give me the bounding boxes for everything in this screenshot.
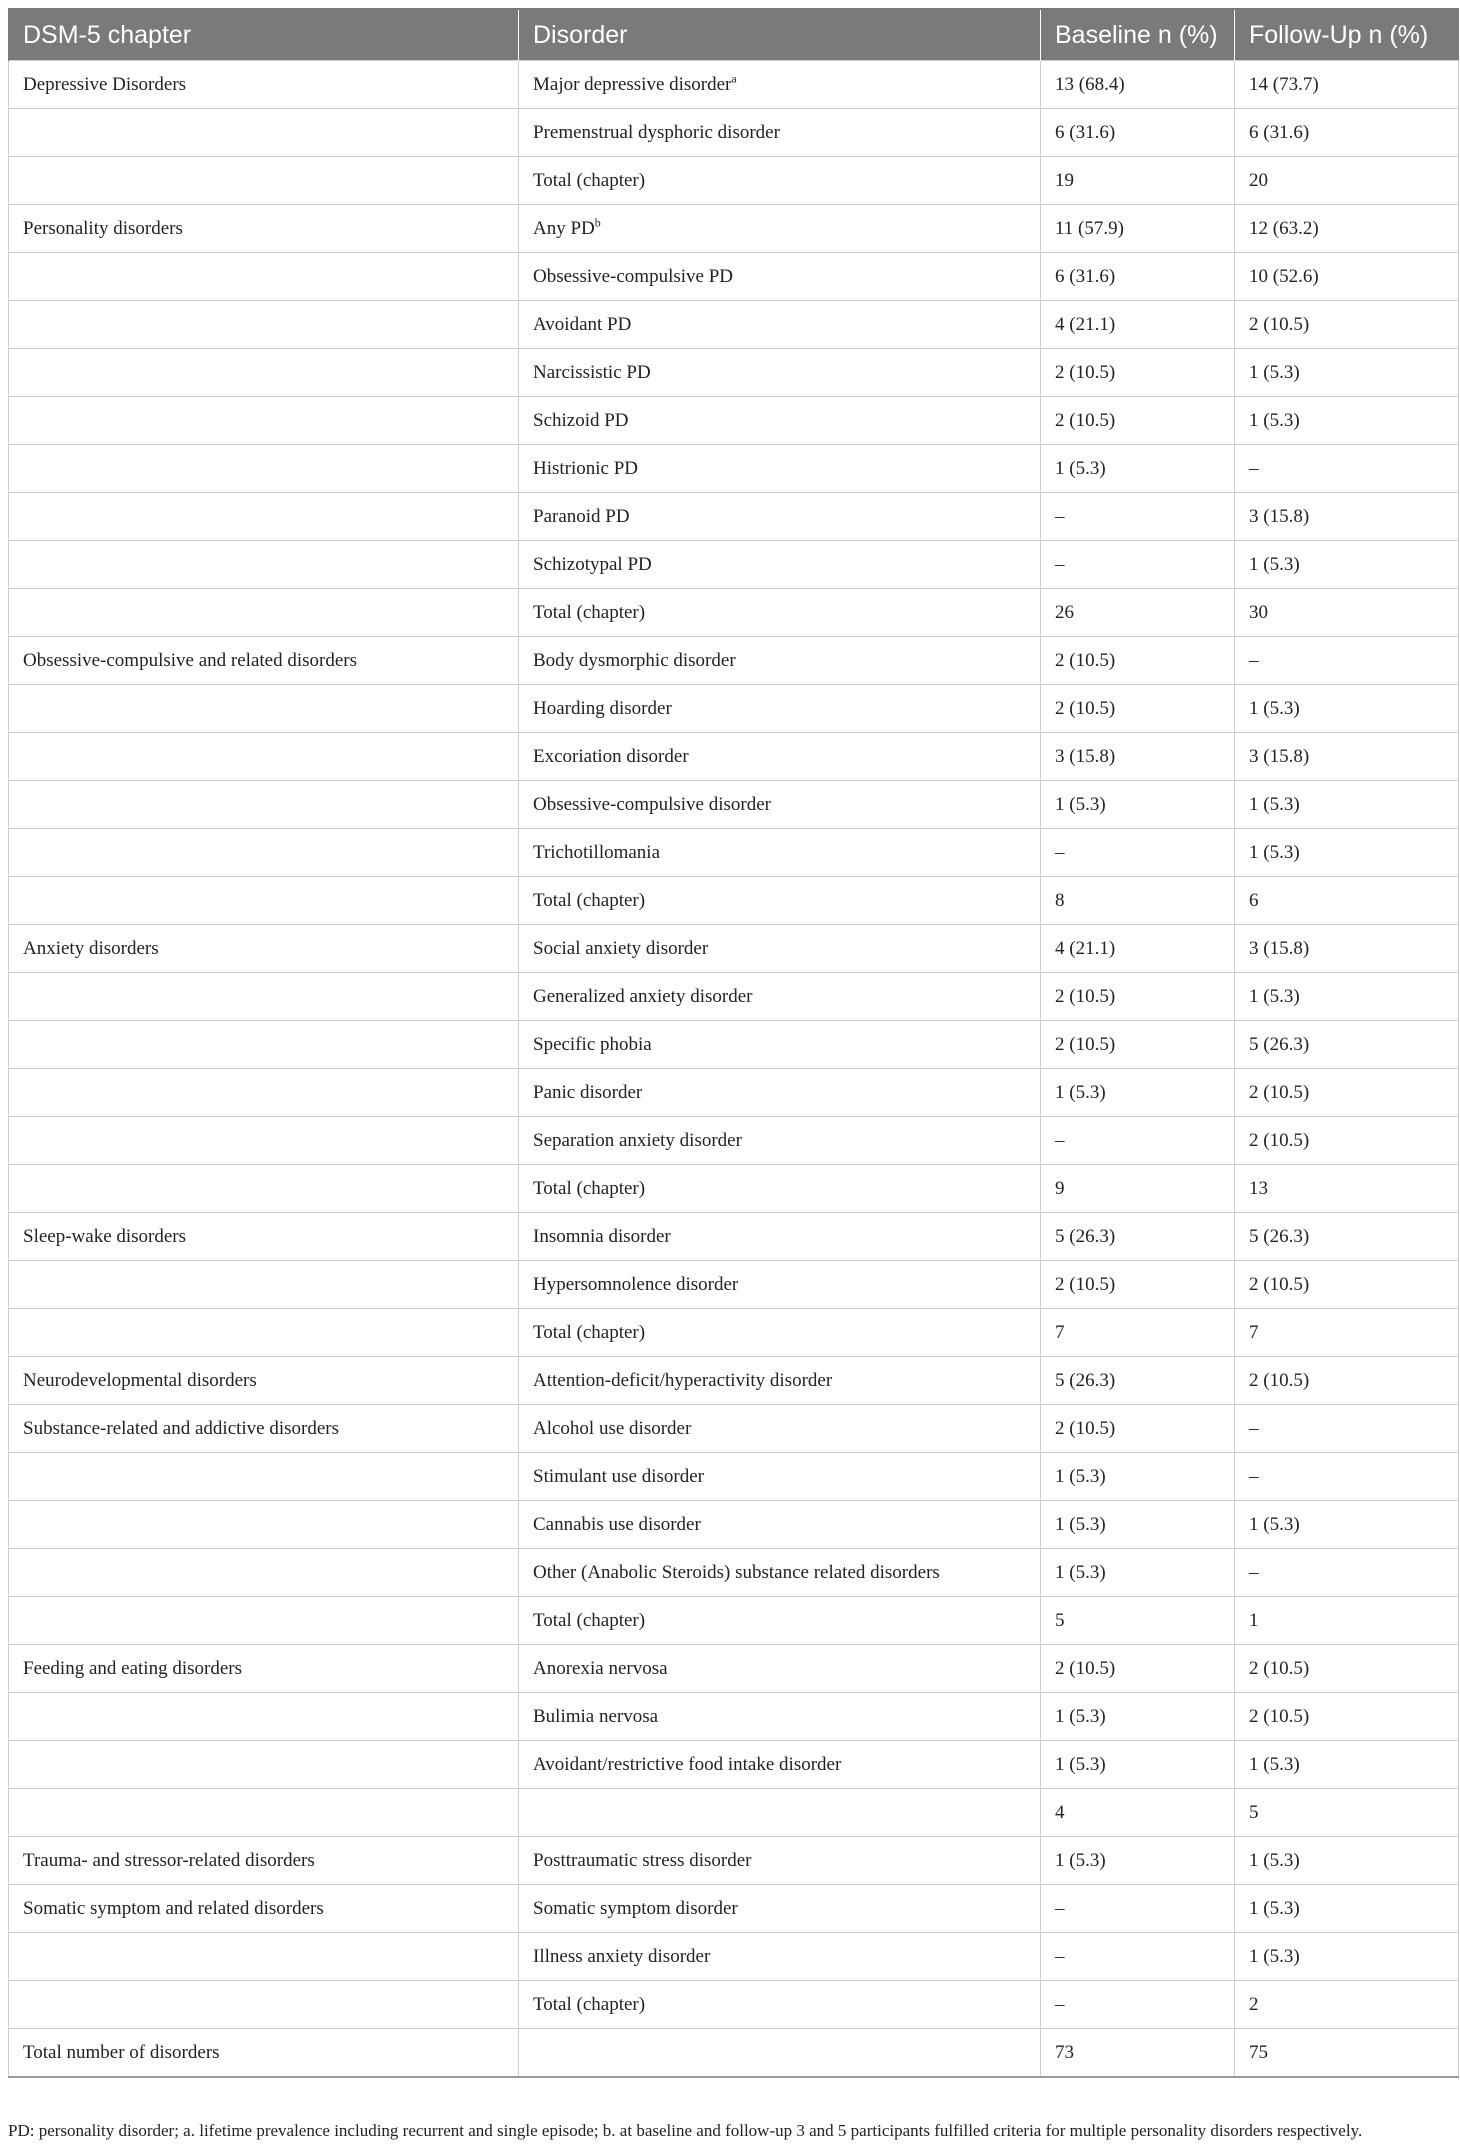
cell-baseline: 1 (5.3)	[1041, 1741, 1235, 1789]
table-row	[9, 829, 1459, 877]
table-row	[9, 109, 1459, 157]
disorder-name: Posttraumatic stress disorder	[533, 1849, 752, 1871]
cell-disorder	[519, 733, 1041, 781]
cell-disorder	[519, 1309, 1041, 1357]
disorder-name: Avoidant/restrictive food intake disorder	[533, 1753, 842, 1775]
disorder-name: Trichotillomania	[533, 841, 661, 863]
footnote-marker: b	[594, 215, 601, 230]
cell-follow-up: 6	[1235, 877, 1459, 925]
table-row	[9, 1453, 1459, 1501]
cell-chapter: Sleep-wake disorders	[9, 1213, 519, 1261]
cell-disorder	[519, 253, 1041, 301]
disorder-name: Illness anxiety disorder	[533, 1945, 711, 1967]
cell-disorder	[519, 1981, 1041, 2029]
cell-baseline: –	[1041, 1981, 1235, 2029]
table-row	[9, 1357, 1459, 1405]
cell-follow-up: –	[1235, 1549, 1459, 1597]
cell-baseline: –	[1041, 493, 1235, 541]
table-row	[9, 493, 1459, 541]
cell-baseline: 2 (10.5)	[1041, 1261, 1235, 1309]
cell-baseline: –	[1041, 1117, 1235, 1165]
cell-disorder	[519, 1693, 1041, 1741]
table-header-row	[9, 9, 1459, 61]
cell-disorder	[519, 1645, 1041, 1693]
cell-baseline: 19	[1041, 157, 1235, 205]
cell-baseline: 4 (21.1)	[1041, 925, 1235, 973]
cell-follow-up: –	[1235, 1453, 1459, 1501]
cell-follow-up: 5	[1235, 1789, 1459, 1837]
cell-follow-up: 2 (10.5)	[1235, 1645, 1459, 1693]
table-row	[9, 1165, 1459, 1213]
cell-chapter: Substance-related and addictive disorders	[9, 1405, 519, 1453]
cell-chapter	[9, 1549, 519, 1597]
table-row	[9, 445, 1459, 493]
cell-baseline: 1 (5.3)	[1041, 1693, 1235, 1741]
cell-follow-up: 5 (26.3)	[1235, 1213, 1459, 1261]
cell-baseline: 1 (5.3)	[1041, 1549, 1235, 1597]
cell-chapter	[9, 397, 519, 445]
disorder-name: Insomnia disorder	[533, 1225, 671, 1247]
cell-baseline: 2 (10.5)	[1041, 397, 1235, 445]
table-row	[9, 781, 1459, 829]
cell-baseline: 2 (10.5)	[1041, 1645, 1235, 1693]
cell-chapter	[9, 157, 519, 205]
cell-follow-up: 1 (5.3)	[1235, 349, 1459, 397]
disorder-name: Panic disorder	[533, 1081, 643, 1103]
cell-baseline: 1 (5.3)	[1041, 445, 1235, 493]
cell-disorder	[519, 301, 1041, 349]
cell-chapter	[9, 1453, 519, 1501]
disorder-name: Hoarding disorder	[533, 697, 672, 719]
table-row	[9, 1837, 1459, 1885]
disorder-name: Major depressive disorder	[533, 73, 732, 95]
cell-baseline: –	[1041, 829, 1235, 877]
cell-chapter	[9, 1165, 519, 1213]
header-follow-up: Follow-Up n (%)	[1235, 9, 1459, 61]
cell-follow-up: 2 (10.5)	[1235, 1069, 1459, 1117]
cell-chapter	[9, 829, 519, 877]
cell-follow-up: 2 (10.5)	[1235, 301, 1459, 349]
cell-follow-up: 1 (5.3)	[1235, 1837, 1459, 1885]
table-body	[9, 61, 1459, 2078]
cell-chapter: Somatic symptom and related disorders	[9, 1885, 519, 1933]
cell-baseline: 2 (10.5)	[1041, 1021, 1235, 1069]
cell-disorder	[519, 1069, 1041, 1117]
table-row	[9, 1549, 1459, 1597]
cell-disorder	[519, 493, 1041, 541]
cell-disorder	[519, 1021, 1041, 1069]
cell-disorder	[519, 1453, 1041, 1501]
cell-follow-up: 2	[1235, 1981, 1459, 2029]
cell-follow-up: 1 (5.3)	[1235, 1885, 1459, 1933]
cell-chapter: Depressive Disorders	[9, 61, 519, 109]
cell-follow-up: 1 (5.3)	[1235, 829, 1459, 877]
disorder-name: Hypersomnolence disorder	[533, 1273, 739, 1295]
cell-chapter	[9, 733, 519, 781]
table-row	[9, 1645, 1459, 1693]
cell-follow-up: 1 (5.3)	[1235, 1501, 1459, 1549]
cell-baseline: 13 (68.4)	[1041, 61, 1235, 109]
cell-chapter	[9, 493, 519, 541]
cell-follow-up: 7	[1235, 1309, 1459, 1357]
disorder-name: Obsessive-compulsive disorder	[533, 793, 771, 815]
cell-disorder	[519, 349, 1041, 397]
table-row	[9, 1597, 1459, 1645]
disorder-name: Other (Anabolic Steroids) substance related disorders	[533, 1561, 940, 1583]
table-row	[9, 637, 1459, 685]
cell-follow-up: 2 (10.5)	[1235, 1693, 1459, 1741]
cell-baseline: 2 (10.5)	[1041, 349, 1235, 397]
disorder-name: Body dysmorphic disorder	[533, 649, 736, 671]
cell-chapter: Obsessive-compulsive and related disorders	[9, 637, 519, 685]
disorder-name: Total (chapter)	[533, 1993, 646, 2015]
cell-disorder	[519, 1357, 1041, 1405]
cell-chapter: Neurodevelopmental disorders	[9, 1357, 519, 1405]
cell-disorder	[519, 1501, 1041, 1549]
cell-disorder	[519, 925, 1041, 973]
table-row	[9, 1405, 1459, 1453]
cell-baseline: 2 (10.5)	[1041, 973, 1235, 1021]
cell-disorder	[519, 541, 1041, 589]
cell-disorder	[519, 781, 1041, 829]
table-row	[9, 1309, 1459, 1357]
cell-baseline: 1 (5.3)	[1041, 1453, 1235, 1501]
cell-chapter	[9, 1261, 519, 1309]
cell-disorder	[519, 205, 1041, 253]
table-row	[9, 1885, 1459, 1933]
disorder-name: Separation anxiety disorder	[533, 1129, 742, 1151]
cell-baseline: 11 (57.9)	[1041, 205, 1235, 253]
table-row	[9, 1789, 1459, 1837]
cell-follow-up: 1	[1235, 1597, 1459, 1645]
cell-baseline: 1 (5.3)	[1041, 1069, 1235, 1117]
cell-chapter	[9, 1021, 519, 1069]
cell-baseline: 7	[1041, 1309, 1235, 1357]
cell-follow-up: 30	[1235, 589, 1459, 637]
cell-baseline: 3 (15.8)	[1041, 733, 1235, 781]
cell-disorder	[519, 1549, 1041, 1597]
cell-disorder	[519, 973, 1041, 1021]
disorders-table	[8, 8, 1459, 2078]
disorder-name: Total (chapter)	[533, 1177, 646, 1199]
disorder-name: Total (chapter)	[533, 889, 646, 911]
disorder-name: Social anxiety disorder	[533, 937, 709, 959]
cell-chapter	[9, 1309, 519, 1357]
cell-follow-up: 75	[1235, 2029, 1459, 2078]
disorder-name: Obsessive-compulsive PD	[533, 265, 734, 287]
table-row	[9, 1021, 1459, 1069]
cell-follow-up: 1 (5.3)	[1235, 685, 1459, 733]
cell-baseline: –	[1041, 541, 1235, 589]
cell-disorder	[519, 1933, 1041, 1981]
cell-disorder	[519, 1789, 1041, 1837]
cell-chapter	[9, 253, 519, 301]
cell-disorder	[519, 157, 1041, 205]
cell-follow-up: 1 (5.3)	[1235, 973, 1459, 1021]
disorder-name: Total (chapter)	[533, 1321, 646, 1343]
disorder-name: Paranoid PD	[533, 505, 630, 527]
cell-baseline: 6 (31.6)	[1041, 109, 1235, 157]
table-row	[9, 1501, 1459, 1549]
table-row	[9, 589, 1459, 637]
cell-disorder	[519, 61, 1041, 109]
disorder-name: Total (chapter)	[533, 169, 646, 191]
disorder-name: Excoriation disorder	[533, 745, 689, 767]
cell-follow-up: 1 (5.3)	[1235, 1933, 1459, 1981]
cell-chapter	[9, 109, 519, 157]
table-row	[9, 1213, 1459, 1261]
cell-chapter	[9, 685, 519, 733]
cell-disorder	[519, 1885, 1041, 1933]
table-row	[9, 1741, 1459, 1789]
disorder-name: Bulimia nervosa	[533, 1705, 659, 1727]
disorder-name: Specific phobia	[533, 1033, 652, 1055]
cell-disorder	[519, 877, 1041, 925]
table-row	[9, 925, 1459, 973]
cell-follow-up: 10 (52.6)	[1235, 253, 1459, 301]
cell-follow-up: 2 (10.5)	[1235, 1357, 1459, 1405]
cell-baseline: 2 (10.5)	[1041, 685, 1235, 733]
table-row	[9, 253, 1459, 301]
cell-disorder	[519, 445, 1041, 493]
table-row	[9, 1981, 1459, 2029]
disorder-name: Attention-deficit/hyperactivity disorder	[533, 1369, 833, 1391]
cell-chapter	[9, 973, 519, 1021]
cell-chapter	[9, 1117, 519, 1165]
header-disorder: Disorder	[519, 9, 1041, 61]
cell-baseline: 6 (31.6)	[1041, 253, 1235, 301]
cell-disorder	[519, 1117, 1041, 1165]
cell-follow-up: 20	[1235, 157, 1459, 205]
cell-chapter: Feeding and eating disorders	[9, 1645, 519, 1693]
disorder-name: Schizotypal PD	[533, 553, 652, 575]
disorder-name: Cannabis use disorder	[533, 1513, 701, 1535]
cell-disorder	[519, 1261, 1041, 1309]
cell-baseline: 73	[1041, 2029, 1235, 2078]
cell-chapter	[9, 1597, 519, 1645]
cell-chapter	[9, 445, 519, 493]
cell-disorder	[519, 1837, 1041, 1885]
disorder-name: Narcissistic PD	[533, 361, 651, 383]
cell-follow-up: 2 (10.5)	[1235, 1117, 1459, 1165]
cell-chapter	[9, 1501, 519, 1549]
cell-chapter: Trauma- and stressor-related disorders	[9, 1837, 519, 1885]
table-row	[9, 301, 1459, 349]
cell-baseline: 5 (26.3)	[1041, 1357, 1235, 1405]
cell-chapter	[9, 1933, 519, 1981]
table-row	[9, 1933, 1459, 1981]
cell-follow-up: 1 (5.3)	[1235, 1741, 1459, 1789]
cell-baseline: 1 (5.3)	[1041, 1837, 1235, 1885]
header-dsm5-chapter: DSM-5 chapter	[9, 9, 519, 61]
cell-chapter	[9, 541, 519, 589]
table-row	[9, 733, 1459, 781]
table-row	[9, 973, 1459, 1021]
table-row	[9, 1117, 1459, 1165]
table-row	[9, 685, 1459, 733]
cell-baseline: 5	[1041, 1597, 1235, 1645]
disorder-name: Anorexia nervosa	[533, 1657, 668, 1679]
cell-chapter	[9, 877, 519, 925]
cell-follow-up: 1 (5.3)	[1235, 781, 1459, 829]
cell-chapter	[9, 349, 519, 397]
disorder-name: Premenstrual dysphoric disorder	[533, 121, 780, 143]
cell-disorder	[519, 1213, 1041, 1261]
cell-baseline: 4	[1041, 1789, 1235, 1837]
cell-baseline: –	[1041, 1933, 1235, 1981]
table-row	[9, 1693, 1459, 1741]
cell-baseline: 5 (26.3)	[1041, 1213, 1235, 1261]
cell-follow-up: 3 (15.8)	[1235, 925, 1459, 973]
cell-chapter	[9, 1981, 519, 2029]
cell-chapter: Personality disorders	[9, 205, 519, 253]
disorder-name: Avoidant PD	[533, 313, 632, 335]
cell-follow-up: –	[1235, 637, 1459, 685]
footnote-marker: a	[731, 71, 737, 86]
cell-chapter	[9, 1741, 519, 1789]
cell-follow-up: –	[1235, 1405, 1459, 1453]
disorder-name: Generalized anxiety disorder	[533, 985, 753, 1007]
cell-baseline: 9	[1041, 1165, 1235, 1213]
disorder-name: Schizoid PD	[533, 409, 629, 431]
cell-follow-up: 14 (73.7)	[1235, 61, 1459, 109]
table-row	[9, 2029, 1459, 2078]
cell-follow-up: 2 (10.5)	[1235, 1261, 1459, 1309]
disorder-name: Stimulant use disorder	[533, 1465, 704, 1487]
table-row	[9, 541, 1459, 589]
cell-follow-up: 13	[1235, 1165, 1459, 1213]
cell-follow-up: 1 (5.3)	[1235, 397, 1459, 445]
table-row	[9, 205, 1459, 253]
table-row	[9, 157, 1459, 205]
disorder-name: Alcohol use disorder	[533, 1417, 692, 1439]
cell-follow-up: 5 (26.3)	[1235, 1021, 1459, 1069]
cell-disorder	[519, 685, 1041, 733]
cell-baseline: 8	[1041, 877, 1235, 925]
cell-disorder	[519, 1165, 1041, 1213]
disorder-name: Somatic symptom disorder	[533, 1897, 738, 1919]
cell-disorder	[519, 397, 1041, 445]
table-row	[9, 1069, 1459, 1117]
cell-disorder	[519, 1597, 1041, 1645]
table-row	[9, 397, 1459, 445]
cell-disorder	[519, 589, 1041, 637]
cell-baseline: 2 (10.5)	[1041, 637, 1235, 685]
cell-disorder	[519, 1405, 1041, 1453]
cell-disorder	[519, 637, 1041, 685]
cell-chapter	[9, 301, 519, 349]
cell-disorder	[519, 2029, 1041, 2078]
cell-follow-up: 3 (15.8)	[1235, 493, 1459, 541]
cell-follow-up: 6 (31.6)	[1235, 109, 1459, 157]
cell-chapter: Anxiety disorders	[9, 925, 519, 973]
cell-disorder	[519, 109, 1041, 157]
header-baseline: Baseline n (%)	[1041, 9, 1235, 61]
cell-follow-up: 1 (5.3)	[1235, 541, 1459, 589]
table-footnote: PD: personality disorder; a. lifetime prevalence including recurrent and single episode; b. at baseline and follow-up 3 and 5 participants fulfilled criteria for multiple personality disorders respectively.	[8, 2121, 1363, 2140]
cell-baseline: 1 (5.3)	[1041, 781, 1235, 829]
table-row	[9, 877, 1459, 925]
cell-chapter	[9, 1069, 519, 1117]
cell-baseline: 2 (10.5)	[1041, 1405, 1235, 1453]
cell-chapter	[9, 781, 519, 829]
cell-disorder	[519, 829, 1041, 877]
cell-baseline: 1 (5.3)	[1041, 1501, 1235, 1549]
cell-baseline: 26	[1041, 589, 1235, 637]
disorder-name: Total (chapter)	[533, 601, 646, 623]
table-row	[9, 349, 1459, 397]
cell-chapter	[9, 589, 519, 637]
cell-baseline: –	[1041, 1885, 1235, 1933]
cell-follow-up: –	[1235, 445, 1459, 493]
cell-baseline: 4 (21.1)	[1041, 301, 1235, 349]
cell-chapter	[9, 1789, 519, 1837]
disorder-name: Any PD	[533, 217, 595, 239]
cell-chapter	[9, 1693, 519, 1741]
cell-follow-up: 12 (63.2)	[1235, 205, 1459, 253]
disorders-table-container	[8, 8, 1458, 2078]
cell-follow-up: 3 (15.8)	[1235, 733, 1459, 781]
cell-disorder	[519, 1741, 1041, 1789]
table-row	[9, 61, 1459, 109]
disorder-name: Histrionic PD	[533, 457, 639, 479]
cell-chapter: Total number of disorders	[9, 2029, 519, 2078]
table-row	[9, 1261, 1459, 1309]
disorder-name: Total (chapter)	[533, 1609, 646, 1631]
